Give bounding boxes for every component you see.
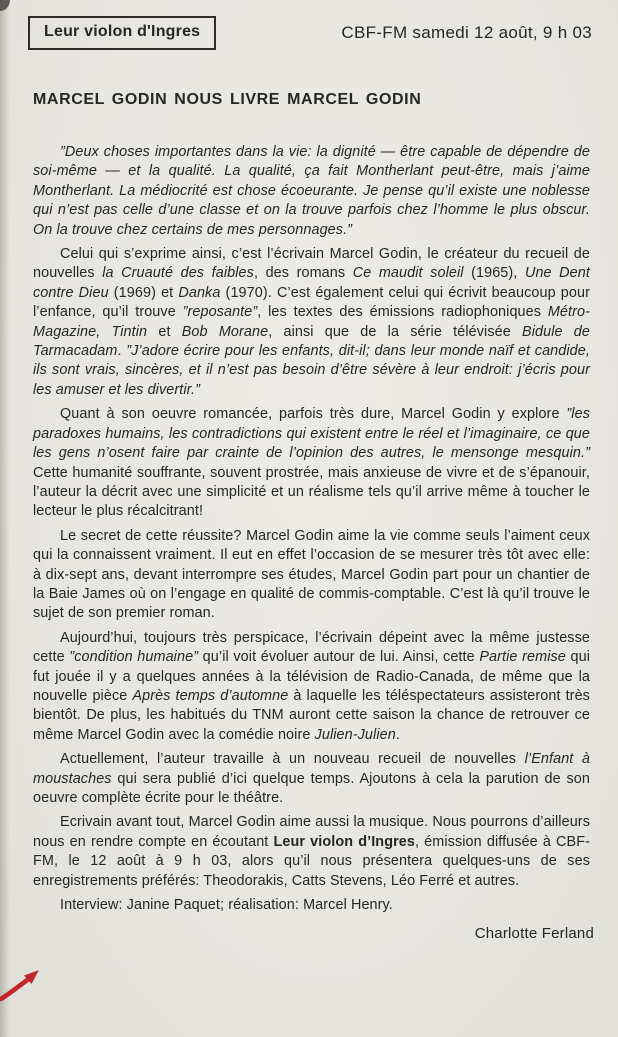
text-run: Julien-Julien [314, 726, 396, 743]
paragraph [33, 405, 590, 521]
text-run: Ecrivain avant tout, Marcel Godin aime aussi la musique. Nous pourrons d’ailleurs nous en rendre compte en écoutant [33, 814, 590, 850]
text-run: , des romans [253, 265, 353, 282]
text-run: l’Enfant à moustaches [33, 751, 590, 787]
article-body [33, 143, 590, 915]
text-run: Bob Morane [181, 323, 269, 340]
text-run: (1969) et [108, 284, 179, 301]
text-run: Après temps d’automne [132, 687, 289, 704]
text-run: ”condition humaine” [69, 649, 199, 666]
text-run: ”reposante” [182, 304, 258, 321]
paragraph [33, 143, 590, 240]
text-run: Ce maudit soleil [352, 265, 464, 282]
text-run: . [395, 726, 400, 743]
paragraph [33, 750, 590, 808]
text-run: qui sera publié d’ici quelque temps. Ajoutons à cela la parution de son oeuvre complète écrite pour le théâtre. [33, 770, 590, 806]
paragraph [33, 527, 590, 624]
text-run: qui fut jouée il y a quelques années à la télévision de Radio-Canada, de même que la nouvelle pièce [33, 649, 591, 704]
text-run: , les textes des émissions radiophoniques [257, 304, 548, 321]
text-run: (1965), [463, 265, 525, 282]
text-run: Une Dent contre Dieu [33, 265, 590, 301]
broadcast-info: CBF-FM samedi 12 août, 9 h 03 [341, 23, 592, 42]
text-run: Partie remise [479, 649, 566, 666]
text-run: ”J’adore écrire pour les enfants, dit-il; dans leur monde naïf et candide, ils sont vrais, sincères, et il n’est pas besoin d’être sévère à leur endroit: j’écris pour les amuser et les divertir.” [33, 343, 590, 398]
text-run: ”les paradoxes humains, les contradictions qui existent entre le réel et l’imaginaire, ce que les gens n’osent faire par crainte de l’opinion des autres, le mensonge mesquin.” [33, 406, 590, 462]
page-header [0, 0, 618, 50]
text-run: (1970). C’est également celui qui écrivit beaucoup pour l’enfance, qu’il trouve [33, 284, 590, 321]
text-run: Bidule de Tarmacadam [33, 323, 590, 360]
text-run: Cette humanité souffrante, souvent prostrée, mais anxieuse de vivre et de s’épanouir, l’auteur la décrit avec une simplicité et un réalisme tels qu’il arrive même à toucher le lecteur le plus récalcitrant! [33, 464, 590, 520]
red-arrow-icon [0, 963, 46, 1005]
text-run: qu’il voit évoluer autour de lui. Ainsi, cette [198, 649, 480, 666]
text-run: Le secret de cette réussite? Marcel Godin aime la vie comme seuls l’aiment ceux qui la connaissent vraiment. Il eut en effet l’occasion de se mesurer très tôt avec elle: à dix-sept ans, devant interrompre ses études, Marcel Godin part pour un chantier de la Baie James où on l’engage en qualité de commis-comptable. C’est là qu’il trouve le sujet de son premier roman. [33, 527, 590, 622]
text-run: , émission diffusée à CBF-FM, le 12 août à 9 h 03, alors qu’il nous présentera quelques-uns de ses enregistrements préférés: Theodorakis, Catts Stevens, Léo Ferré et autres. [33, 833, 591, 889]
text-run: Danka [178, 284, 221, 301]
text-run: ”Deux choses importantes dans la vie: la dignité — être capable de dépendre de soi-même — et la qualité. La qualité, ça fait Montherlant peut-être, mais j’aime Montherlant. La médiocrité est chose écoeurante. Je pense qu’il existe une noblesse qui n’est pas celle d’une classe et on la trouve parfois chez l’homme le plus obscur. On la trouve chez certains de mes personnages.” [33, 144, 590, 238]
paragraph [33, 813, 590, 891]
paragraph [33, 245, 590, 400]
article-title: MARCEL GODIN NOUS LIVRE MARCEL GODIN [33, 91, 422, 108]
text-run: à laquelle les téléspectateurs assisteront très bientôt. De plus, les habitués du TNM auront cette saison la chance de retrouver ce même Marcel Godin avec la comédie noire [33, 687, 590, 743]
text-run: la Cruauté des faibles [102, 265, 254, 282]
author-signature: Charlotte Ferland [474, 925, 594, 943]
paragraph [33, 629, 590, 745]
text-run: Métro-Magazine, Tintin [33, 304, 590, 340]
text-run: Leur violon d’Ingres [273, 833, 415, 850]
text-run: , ainsi que de la série télévisée [268, 323, 522, 340]
scan-edge-shadow [0, 0, 10, 1037]
text-run: Actuellement, l’auteur travaille à un nouveau recueil de nouvelles [60, 751, 525, 768]
column-tag-box: Leur violon d'Ingres [28, 16, 216, 50]
text-run: Celui qui s’exprime ainsi, c’est l’écrivain Marcel Godin, le créateur du recueil de nouvelles [33, 246, 590, 282]
text-run: Interview: Janine Paquet; réalisation: Marcel Henry. [60, 897, 393, 914]
text-run: et [147, 323, 182, 340]
text-run: . [117, 343, 127, 360]
text-run: Aujourd’hui, toujours très perspicace, l’écrivain dépeint avec la même justesse cette [33, 629, 590, 666]
paragraph [33, 896, 590, 915]
text-run: Quant à son oeuvre romancée, parfois très dure, Marcel Godin y explore [60, 406, 567, 423]
